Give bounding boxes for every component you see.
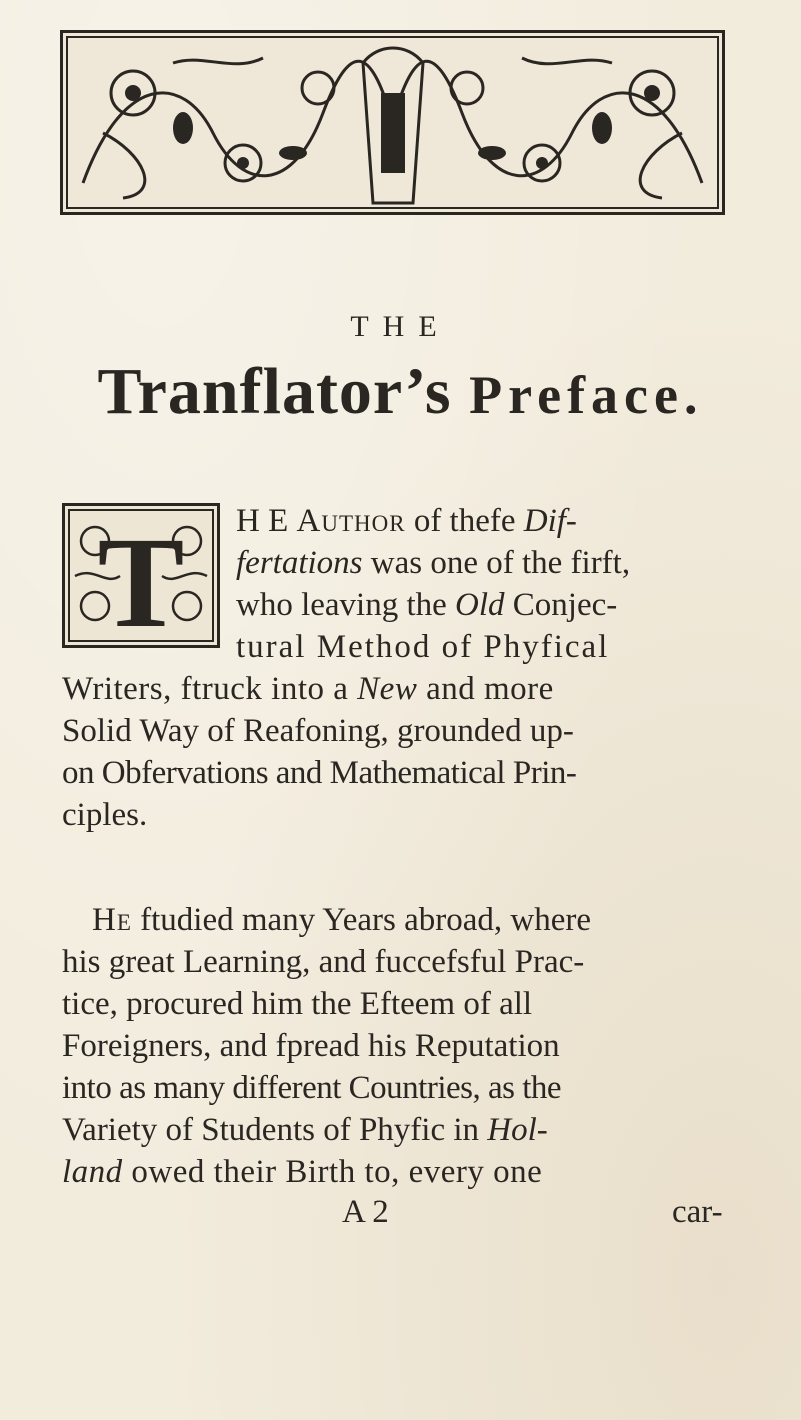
p2-l7-b: owed their Birth to, every one <box>122 1154 543 1190</box>
decorated-initial <box>62 503 220 648</box>
catchword: car- <box>672 1194 723 1230</box>
p2-line3: tice, procured him the Efteem of all <box>62 986 533 1022</box>
title-caps: Preface. <box>469 365 704 425</box>
p2-l1-b: ftudied many Years abroad, where <box>131 902 592 938</box>
p2-l6-italic: Hol- <box>487 1112 548 1148</box>
p1-l1-b: of thefe <box>405 503 524 539</box>
ornamental-headpiece <box>60 30 725 215</box>
headpiece-ornament-icon <box>63 33 722 212</box>
p1-l5-italic: New <box>357 671 418 707</box>
p2-line1 <box>92 900 591 940</box>
p1-line3 <box>236 585 617 625</box>
p1-l2-italic: fertations <box>236 545 363 581</box>
p2-line5: into as many different Countries, as the <box>62 1070 562 1106</box>
p1-l3-italic: Old <box>455 587 505 623</box>
p2-line6 <box>62 1110 548 1150</box>
p1-l5-b: and more <box>417 671 554 707</box>
p1-l2-b: was one of the firft, <box>362 545 631 581</box>
p1-l5-a: Writers, ftruck into a <box>62 671 358 707</box>
p1-l3-a: who leaving the <box>236 587 456 623</box>
p1-line7: on Obfervations and Mathematical Prin- <box>62 755 577 791</box>
p2-l7-italic: land <box>62 1154 123 1190</box>
p1-line8: ciples. <box>62 797 148 833</box>
p1-line2 <box>236 543 630 583</box>
p1-l1-italic: Dif- <box>523 503 577 539</box>
signature-mark: A 2 <box>342 1194 389 1230</box>
p2-l1-smallcaps: He <box>92 902 132 938</box>
p1-line1 <box>236 501 577 541</box>
dropcap-letter: T <box>97 511 185 645</box>
page-title <box>0 352 801 435</box>
p2-line2: his great Learning, and fuccefsful Prac- <box>62 944 585 980</box>
p2-line7 <box>62 1152 542 1192</box>
p1-line5 <box>62 669 554 709</box>
dropcap-ornament-icon <box>65 506 217 645</box>
p1-l3-b: Conjec- <box>504 587 618 623</box>
p1-line6: Solid Way of Reafoning, grounded up- <box>62 713 574 749</box>
author-word: Author <box>296 503 406 539</box>
p1-l1-a: H E <box>236 503 297 539</box>
title-main: Tranflator’s <box>97 355 470 428</box>
p2-line4: Foreigners, and fpread his Reputation <box>62 1028 560 1064</box>
the-heading: THE <box>350 310 451 343</box>
p1-line4: tural Method of Phyfical <box>236 629 610 665</box>
p2-l6-a: Variety of Students of Phyfic in <box>62 1112 488 1148</box>
